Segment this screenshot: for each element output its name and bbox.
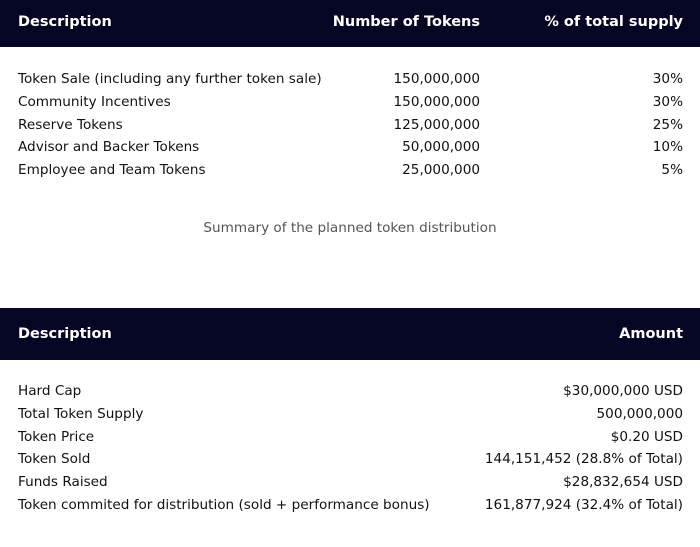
row-description: Funds Raised (18, 474, 108, 491)
table-header (0, 0, 700, 47)
row-amount: 144,151,452 (28.8% of Total) (484, 451, 683, 468)
row-percent: 5% (661, 162, 683, 179)
row-description: Community Incentives (18, 93, 171, 110)
row-description: Token Sold (18, 451, 91, 468)
row-description: Employee and Team Tokens (18, 162, 206, 179)
header-description: Description (18, 14, 112, 30)
table-body (0, 360, 700, 517)
row-percent: 30% (652, 93, 683, 110)
table-caption: Summary of the planned token distribution (203, 220, 497, 236)
table-row (0, 68, 700, 91)
header-description: Description (18, 326, 112, 342)
row-description: Reserve Tokens (18, 116, 123, 133)
header-amount: Amount (619, 326, 683, 342)
table-row (0, 91, 700, 114)
header-number-of-tokens: Number of Tokens (332, 14, 480, 30)
row-tokens: 25,000,000 (402, 162, 480, 179)
token-sale-summary-table (0, 308, 700, 517)
table-row (0, 494, 700, 517)
table-row (0, 114, 700, 137)
row-amount: $0.20 USD (610, 428, 683, 445)
row-tokens: 150,000,000 (393, 93, 480, 110)
row-amount: 500,000,000 (596, 405, 683, 422)
row-amount: 161,877,924 (32.4% of Total) (484, 496, 683, 513)
table-row (0, 380, 700, 403)
table-row (0, 403, 700, 426)
row-tokens: 125,000,000 (393, 116, 480, 133)
table-row (0, 159, 700, 182)
row-percent: 30% (652, 71, 683, 87)
row-percent: 10% (652, 139, 683, 156)
header-percent-of-supply: % of total supply (544, 14, 683, 30)
token-distribution-table (0, 0, 700, 182)
row-description: Token commited for distribution (sold + performance bonus) (18, 496, 430, 513)
row-amount: $30,000,000 USD (563, 383, 683, 399)
table-body (0, 47, 700, 182)
row-tokens: 150,000,000 (393, 71, 480, 87)
row-description: Token Sale (including any further token sale) (18, 71, 322, 87)
row-amount: $28,832,654 USD (563, 474, 683, 491)
table-row (0, 448, 700, 471)
row-tokens: 50,000,000 (402, 139, 480, 156)
table-row (0, 426, 700, 449)
row-description: Advisor and Backer Tokens (18, 139, 200, 156)
row-description: Hard Cap (18, 383, 82, 399)
table-header (0, 308, 700, 360)
row-description: Total Token Supply (18, 405, 144, 422)
table-row (0, 471, 700, 494)
row-percent: 25% (652, 116, 683, 133)
table-row (0, 136, 700, 159)
row-description: Token Price (18, 428, 95, 445)
